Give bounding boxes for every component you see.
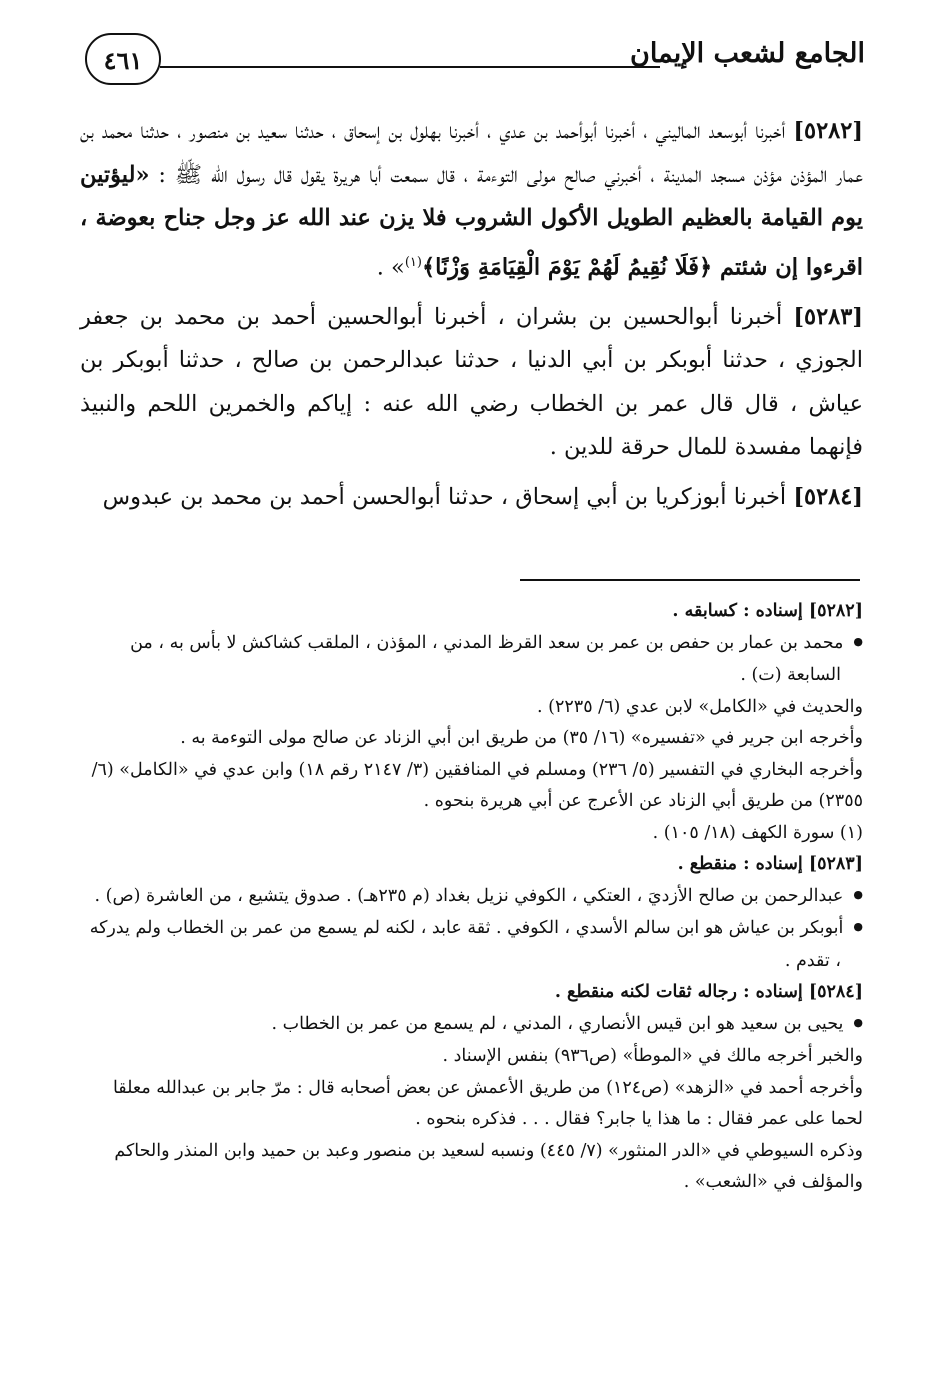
footnote-line: والحديث في «الكامل» لابن عدي (٦/ ٢٢٣٥) . (537, 696, 863, 717)
footnote-ref[interactable]: (١) (404, 254, 422, 270)
hadith-text: أخبرنا أبوزكريا بن أبي إسحاق ، حدثنا أبوالحسن أحمد بن محمد بن عبدوس (102, 483, 794, 510)
footnote-bullet: ● يحيى بن سعيد هو ابن قيس الأنصاري ، المدني ، لم يسمع من عمر بن الخطاب . (80, 1009, 863, 1042)
page-header (85, 30, 865, 94)
footnote-bullet: ● محمد بن عمار بن حفص بن عمر بن سعد القرظ المدني ، المؤذن ، الملقب كشاكش لا بأس به ، من السابعة (ت) . (80, 628, 863, 692)
hadith-5282 (80, 110, 863, 290)
hadith-number: [٥٢٨٢] (793, 118, 863, 144)
footnote-1: (١) سورة الكهف (١٨/ ١٠٥) . (652, 822, 863, 843)
hadith-5283 (80, 296, 863, 470)
footnote-line: وأخرجه ابن جرير في «تفسيره» (١٦/ ٣٥) من طريق ابن أبي الزناد عن صالح مولى التوءمة به . (180, 728, 863, 748)
hadith-number: [٥٢٨٣] (793, 303, 863, 330)
footnote-separator (520, 579, 860, 581)
hadith-5284 (80, 476, 863, 520)
footnote-line: والخبر أخرجه مالك في «الموطأ» (ص٩٣٦) بنفس الإسناد . (442, 1046, 863, 1066)
hadith-isnad: أخبرنا أبوسعد الماليني ، أخبرنا أبوأحمد بن عدي ، أخبرنا بهلول بن إسحاق ، حدثنا سعيد بن منصور ، حدثنا محمد بن عمار المؤذن مؤذن مسجد المدينة ، أخبرني صالح مولى التوءمة ، قال سمعت أبا هريرة يقول قال رسول الله ﷺ : (80, 118, 863, 188)
main-text (80, 110, 863, 525)
footnotes (80, 596, 863, 1199)
hadith-end: » . (376, 254, 405, 280)
footnote-line: وأخرجه البخاري في التفسير (٥/ ٢٣٦) ومسلم في المنافقين (٣/ ٢١٤٧ رقم ١٨) وابن عدي في «الكامل» (٦/ ٢٣٥٥) من طريق أبي الزناد عن الأعرج عن أبي هريرة بنحوه . (91, 759, 863, 811)
footnote-bullet: ● أبوبكر بن عياش هو ابن سالم الأسدي ، الكوفي . ثقة عابد ، لكنه لم يسمع من عمر بن الخطاب ولم يدركه ، تقدم . (80, 913, 863, 977)
running-title: الجامع لشعب الإيمان (630, 38, 865, 69)
footnote-heading: [٥٢٨٣] إسناده : منقطع . (677, 854, 863, 874)
quran-verse: ﴿فَلَا نُقِيمُ لَهُمْ يَوْمَ الْقِيَامَةِ وَزْنًا﴾ (421, 254, 721, 280)
footnote-heading: [٥٢٨٢] إسناده : كسابقه . (672, 601, 863, 621)
hadith-number: [٥٢٨٤] (793, 483, 863, 510)
footnote-bullet: ● عبدالرحمن بن صالح الأزديَ ، العتكي ، الكوفي نزيل بغداد (م ٢٣٥هـ) . صدوق يتشيع ، من العاشرة (ص) . (80, 881, 863, 914)
hadith-matn: «ليؤتين يوم القيامة بالعظيم الطويل الأكول الشروب فلا يزن عند الله عز وجل جناح بعوضة ، اقرءوا إن شئتم (80, 161, 863, 280)
page-number: ٤٦١ (85, 33, 161, 85)
footnote-line: وذكره السيوطي في «الدر المنثور» (٧/ ٤٤٥) ونسبه لسعيد بن منصور وعبد بن حميد وابن المنذر والحاكم والمؤلف في «الشعب» . (114, 1140, 863, 1192)
hadith-text: أخبرنا أبوالحسين بن بشران ، أخبرنا أبوالحسين أحمد بن محمد بن جعفر الجوزي ، حدثنا أبوبكر بن أبي الدنيا ، حدثنا عبدالرحمن بن صالح ، حدثنا أبوبكر بن عياش ، قال قال عمر بن الخطاب رضي الله عنه : إياكم والخمرين اللحم والنبيذ فإنهما مفسدة للمال حرقة للدين . (80, 303, 863, 460)
header-rule (160, 66, 660, 68)
footnote-heading: [٥٢٨٤] إسناده : رجاله ثقات لكنه منقطع . (554, 982, 863, 1002)
footnote-line: وأخرجه أحمد في «الزهد» (ص١٢٤) من طريق الأعمش عن بعض أصحابه قال : مرّ جابر بن عبدالله معلقا لحما على عمر فقال : ما هذا يا جابر؟ فقال . . . فذكره بنحوه . (112, 1077, 863, 1129)
